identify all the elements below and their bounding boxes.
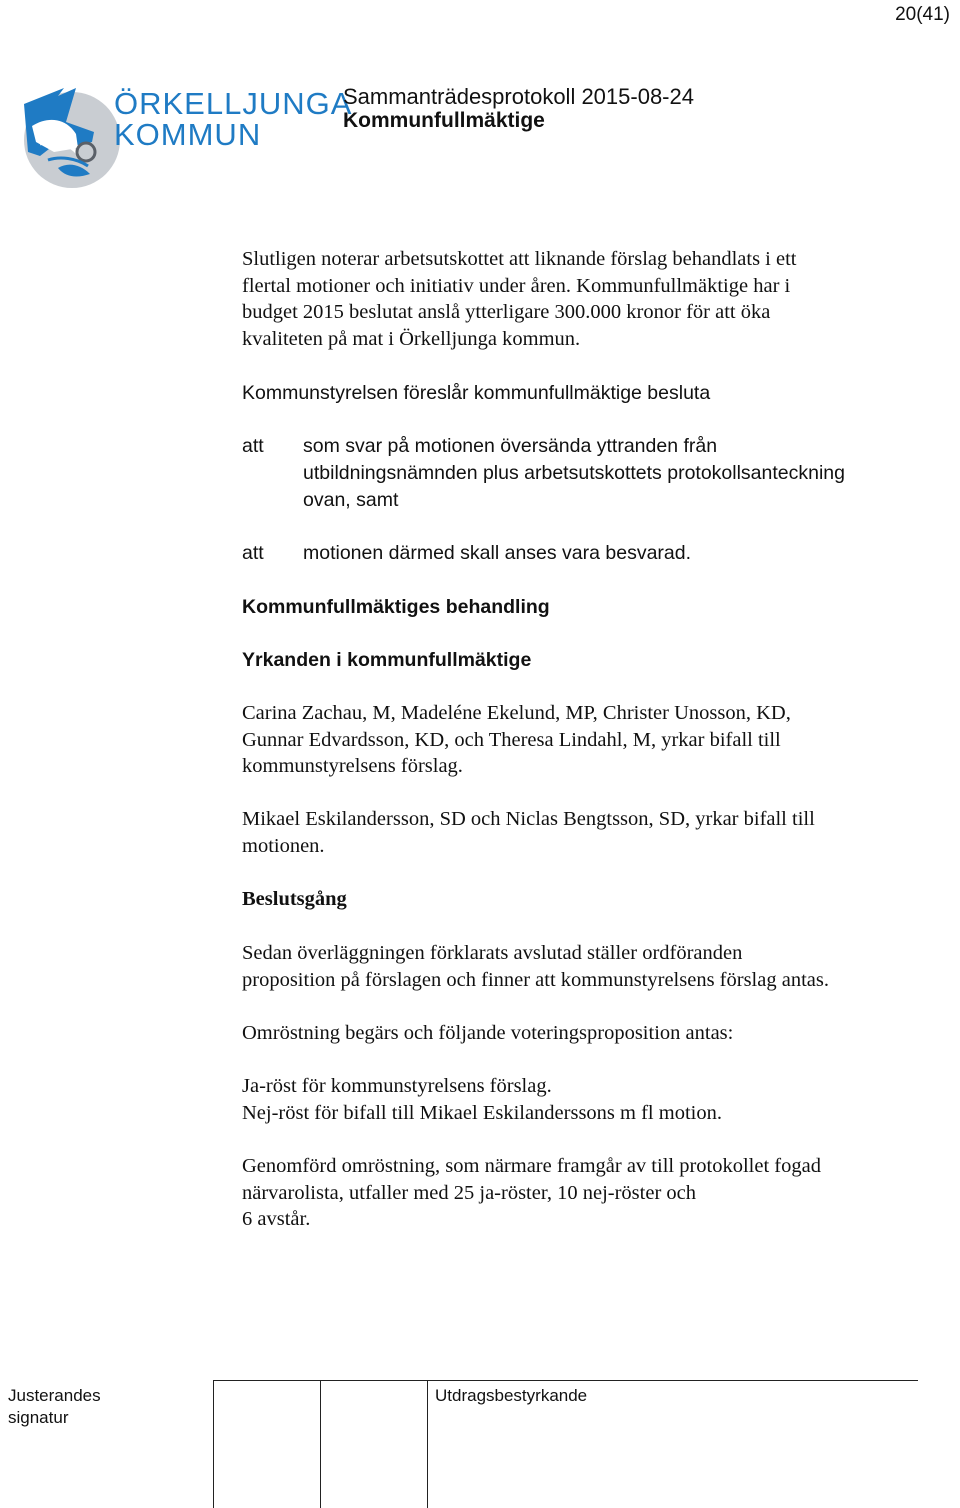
logo-line-1: ÖRKELLJUNGA (114, 86, 353, 121)
footer-column-divider (213, 1380, 214, 1508)
section-heading: Beslutsgång (242, 888, 347, 910)
proposal-intro: Kommunstyrelsen föreslår kommunfullmäktige besluta (242, 382, 711, 404)
protocol-body: Kommunfullmäktige (343, 109, 545, 132)
paragraph-line: Sedan överläggningen förklarats avslutad ställer ordföranden (242, 942, 743, 964)
paragraph-line: Carina Zachau, M, Madeléne Ekelund, MP, Christer Unosson, KD, (242, 702, 791, 724)
logo-wordmark (114, 88, 352, 150)
paragraph-line: närvarolista, utfaller med 25 ja-röster, 10 nej-röster och (242, 1181, 696, 1204)
footer-divider (213, 1380, 918, 1381)
paragraph-line: Gunnar Edvardsson, KD, och Theresa Lindahl, M, yrkar bifall till (242, 728, 781, 751)
paragraph-line: Slutligen noterar arbetsutskottet att liknande förslag behandlats i ett (242, 248, 797, 270)
justerandes-signatur-label (8, 1385, 101, 1429)
paragraph-line: Mikael Eskilandersson, SD och Niclas Bengtsson, SD, yrkar bifall till (242, 808, 815, 830)
paragraph-line: Genomförd omröstning, som närmare framgår av till protokollet fogad (242, 1155, 821, 1177)
paragraph-line: kommunstyrelsens förslag. (242, 755, 463, 777)
list-marker: att (242, 542, 264, 564)
utdragsbestyrkande-label: Utdragsbestyrkande (435, 1386, 588, 1405)
paragraph-line: proposition på förslagen och finner att kommunstyrelsens förslag antas. (242, 968, 829, 991)
proposal-item-line: utbildningsnämnden plus arbetsutskottets protokollsanteckning (303, 462, 846, 484)
logo-line-2: KOMMUN (114, 117, 262, 152)
proposal-item-line: motionen därmed skall anses vara besvarad. (303, 542, 692, 564)
paragraph-line: Omröstning begärs och följande voteringsproposition antas: (242, 1022, 734, 1044)
footer-column-divider (320, 1380, 321, 1508)
footer-column-divider (427, 1380, 428, 1508)
proposal-item-line: ovan, samt (303, 489, 399, 511)
section-heading: Yrkanden i kommunfullmäktige (242, 649, 532, 671)
paragraph-line: Ja-röst för kommunstyrelsens förslag. (242, 1075, 552, 1097)
paragraph-line: Nej-röst för bifall till Mikael Eskilanderssons m fl motion. (242, 1101, 722, 1124)
paragraph-line: flertal motioner och initiativ under åren. Kommunfullmäktige har i (242, 274, 791, 297)
paragraph-line: budget 2015 beslutat anslå ytterligare 300.000 kronor för att öka (242, 301, 771, 323)
paragraph-line: kvaliteten på mat i Örkelljunga kommun. (242, 327, 581, 350)
list-marker: att (242, 435, 264, 457)
municipality-logo-emblem (18, 82, 122, 190)
justerandes-line-1: Justerandes (8, 1386, 101, 1405)
proposal-item-line: som svar på motionen översända yttranden från (303, 435, 718, 457)
protocol-title: Sammanträdesprotokoll 2015-08-24 (343, 84, 694, 109)
section-heading: Kommunfullmäktiges behandling (242, 596, 550, 618)
paragraph-line: 6 avstår. (242, 1208, 311, 1230)
page-number: 20(41) (895, 4, 950, 25)
paragraph-line: motionen. (242, 834, 325, 857)
justerandes-line-2: signatur (8, 1408, 69, 1427)
